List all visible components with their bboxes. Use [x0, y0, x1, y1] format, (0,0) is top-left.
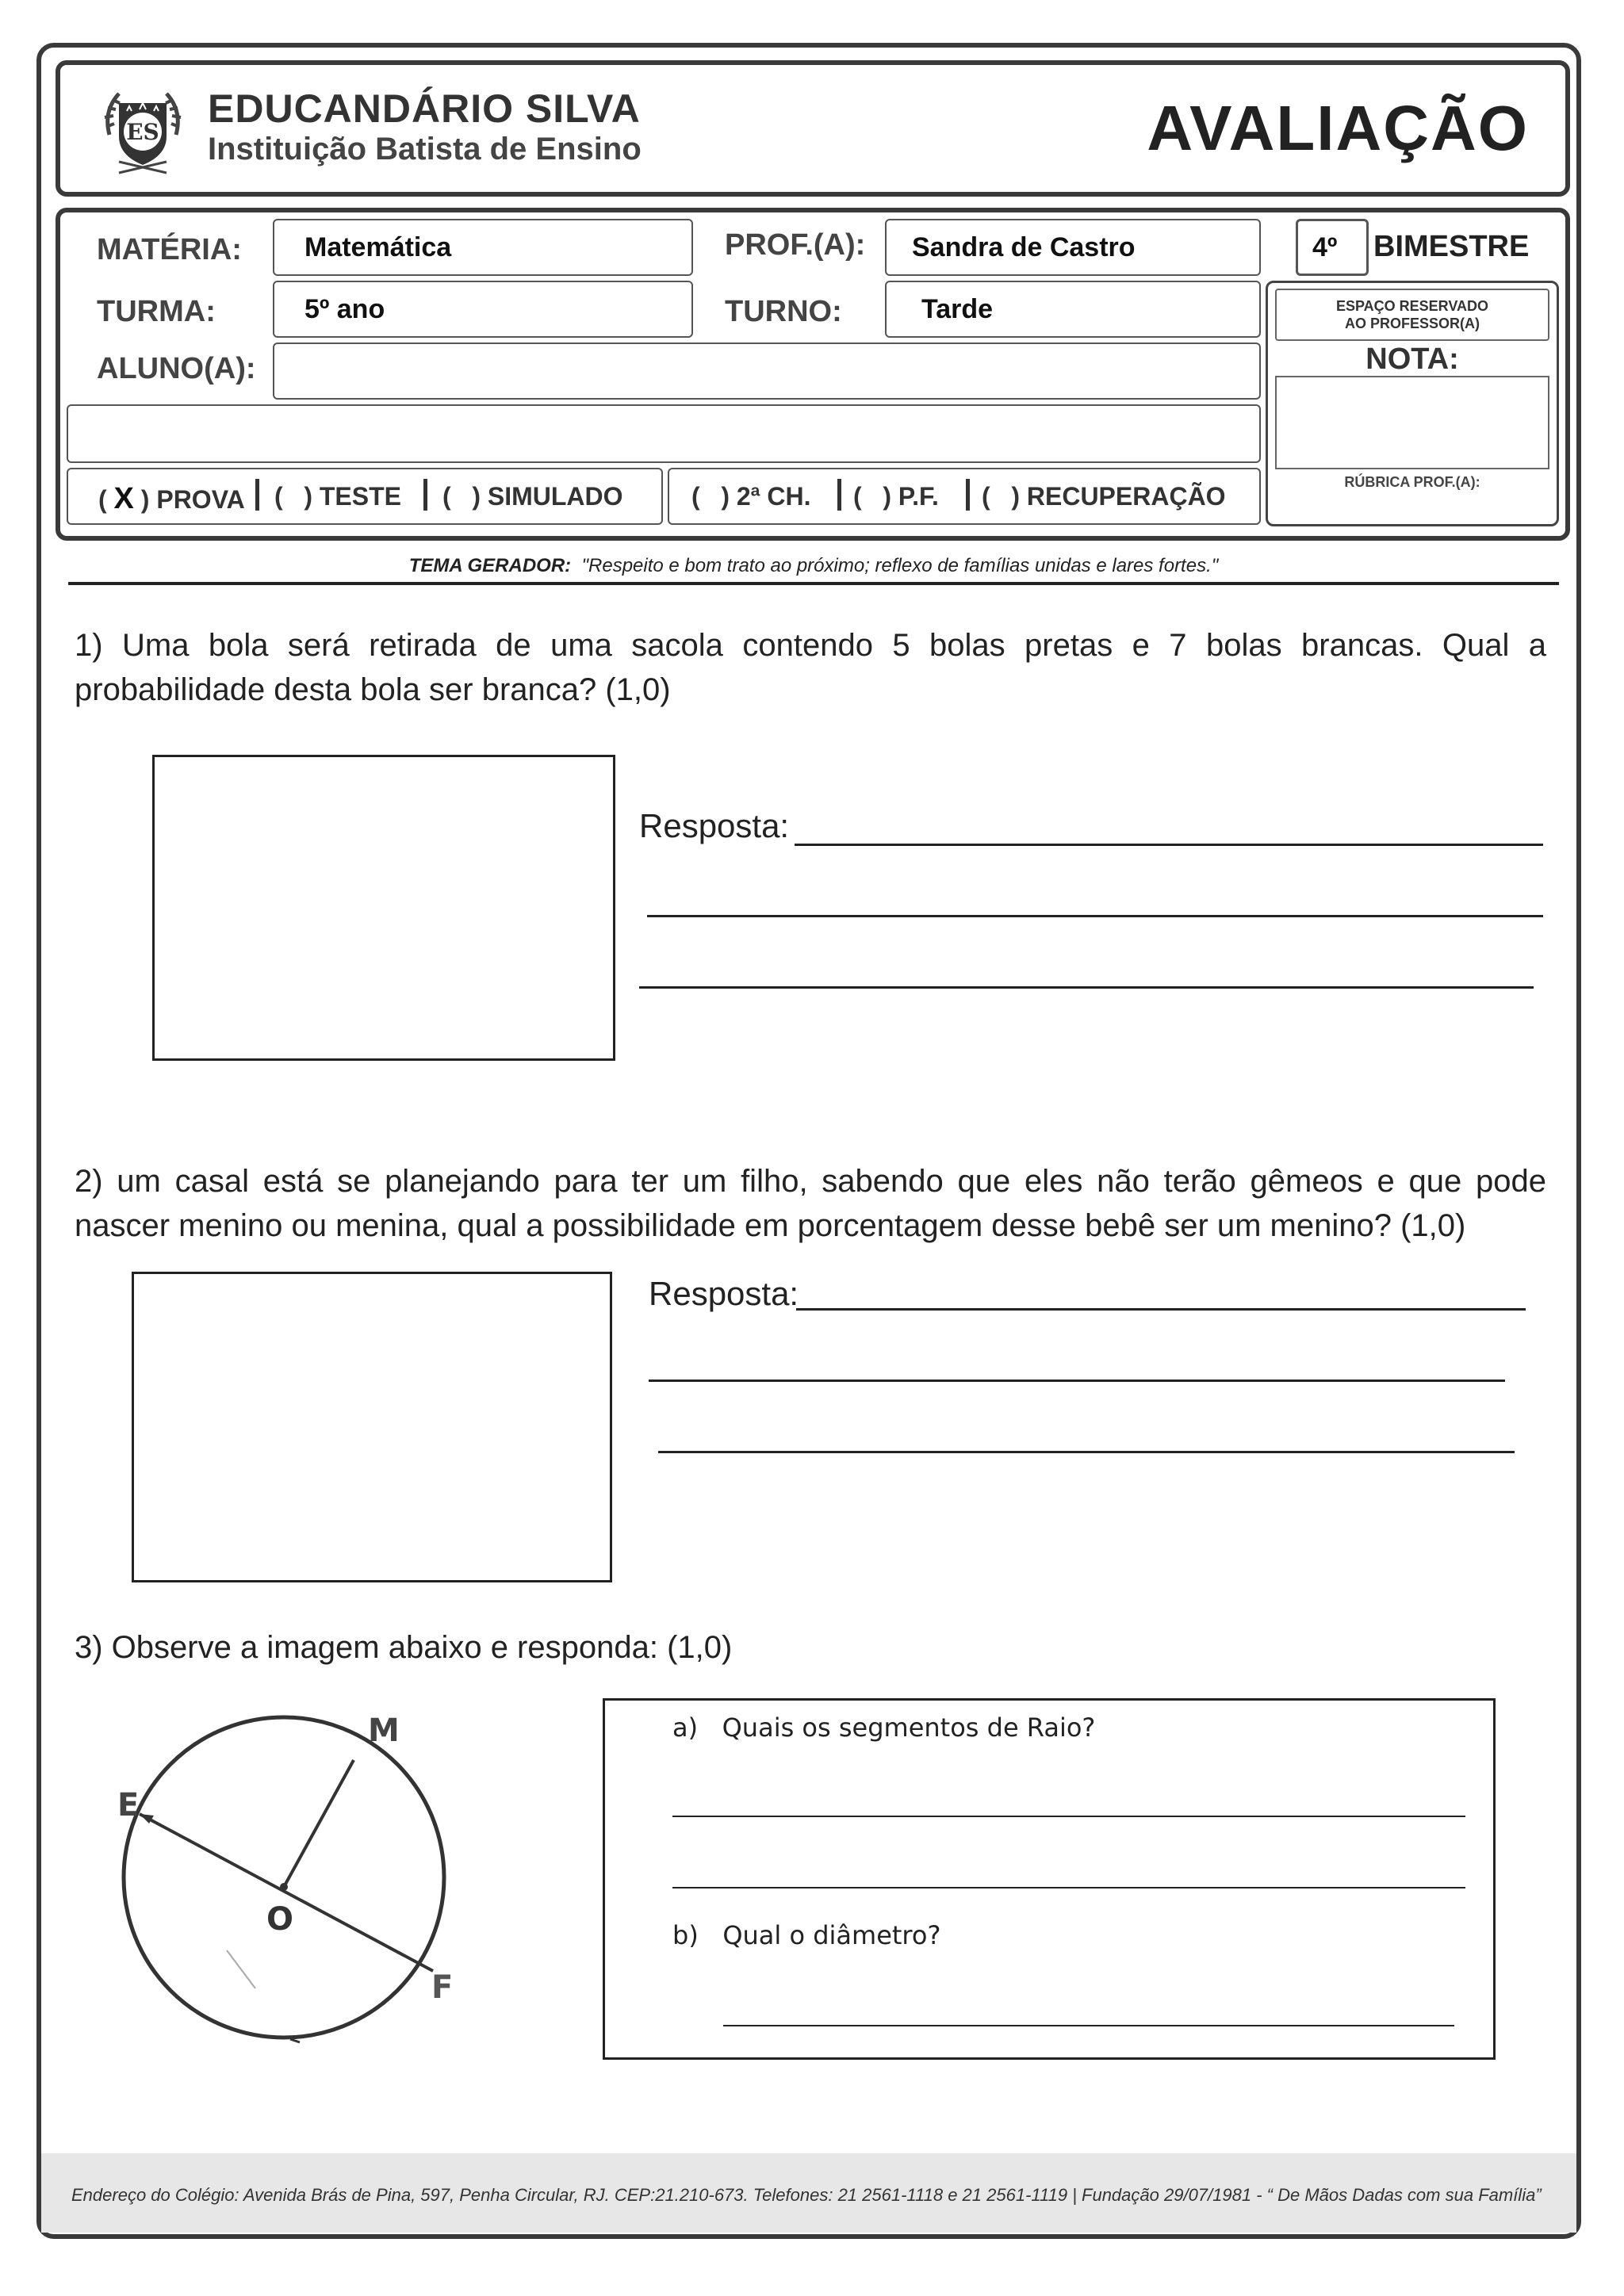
theme-label: TEMA GERADOR: [408, 555, 572, 576]
separator [255, 479, 259, 511]
option-teste[interactable]: ( ) TESTE [274, 482, 401, 511]
prof-field[interactable]: Sandra de Castro [885, 219, 1261, 276]
option-pf-label: P.F. [898, 482, 939, 511]
option-simulado-label: SIMULADO [487, 482, 623, 511]
bottom-tick [290, 2039, 300, 2042]
question-1-answer-line[interactable] [639, 986, 1534, 989]
prof-label: PROF.(A): [725, 228, 866, 262]
prova-mark: X [113, 482, 134, 515]
separator [423, 479, 427, 511]
question-2-answer-label: Resposta: [649, 1275, 799, 1312]
reserved-label-box [1275, 289, 1549, 341]
question-2-answer-line[interactable] [796, 1308, 1526, 1311]
question-2-answer-line[interactable] [649, 1380, 1505, 1382]
option-prova-label: PROVA [156, 485, 245, 514]
option-recuperacao[interactable]: ( ) RECUPERAÇÃO [982, 482, 1226, 511]
turma-field[interactable]: 5º ano [273, 281, 693, 338]
circle-diagram [103, 1697, 468, 2093]
question-2-text: 2) um casal está se planejando para ter um filho, sabendo que eles não terão gêmeos e que pode nascer menino ou menina, qual a possibilidade em porcentagem desse bebê ser um menino? (1,0) [75, 1164, 1546, 1243]
question-1-text: 1) Uma bola será retirada de uma sacola contendo 5 bolas pretas e 7 bolas brancas. Qual a probabilidade desta bola ser branca? (1,0) [75, 628, 1546, 707]
question-1-answer-line[interactable] [647, 915, 1543, 917]
question-3a-answer-line[interactable] [672, 1887, 1465, 1888]
option-teste-label: TESTE [319, 482, 401, 511]
option-simulado[interactable]: ( ) SIMULADO [442, 482, 623, 511]
question-3b-text: b) Qual o diâmetro? [672, 1920, 941, 1950]
materia-label: MATÉRIA: [97, 233, 242, 266]
theme-text: "Respeito e bom trato ao próximo; reflexo de famílias unidas e lares fortes." [581, 555, 1219, 576]
label-o: O [266, 1901, 294, 1938]
school-name: EDUCANDÁRIO SILVA [208, 86, 641, 131]
question-3-text: 3) Observe a imagem abaixo e responda: (1,0) [75, 1630, 733, 1665]
diameter-segment-ef [140, 1814, 433, 1971]
nota-label: NOTA: [1365, 342, 1459, 376]
separator [966, 479, 970, 511]
label-f: F [431, 1969, 454, 2006]
svg-text:ES: ES [126, 119, 159, 145]
option-pf[interactable]: ( ) P.F. [853, 482, 939, 511]
center-point-o [280, 1883, 288, 1891]
materia-field[interactable]: Matemática [273, 219, 693, 276]
extra-field[interactable] [67, 404, 1261, 463]
reserved-line2: AO PROFESSOR(A) [1344, 316, 1480, 331]
option-recuperacao-label: RECUPERAÇÃO [1026, 482, 1226, 511]
school-logo [95, 79, 190, 178]
question-1-answer-line[interactable] [795, 844, 1543, 846]
turno-field[interactable]: Tarde [885, 281, 1261, 338]
option-segunda-chamada-label: 2ª CH. [736, 482, 811, 511]
circle-outline [124, 1717, 444, 2038]
option-segunda-chamada[interactable]: ( ) 2ª CH. [691, 482, 811, 511]
theme-line [68, 555, 1559, 577]
option-prova[interactable]: ( X ) PROVA [98, 482, 245, 515]
question-3a-answer-line[interactable] [672, 1816, 1465, 1817]
bimestre-number-field[interactable]: 4º [1296, 219, 1369, 276]
question-2-work-box[interactable] [132, 1272, 612, 1582]
separator [837, 479, 841, 511]
aluno-field[interactable] [273, 342, 1261, 400]
nota-field[interactable] [1275, 376, 1549, 469]
aluno-label: ALUNO(A): [97, 352, 256, 385]
footer-text: Endereço do Colégio: Avenida Brás de Pina, 597, Penha Circular, RJ. CEP:21.210-673. Telefones: 21 2561-1118 e 21 2561-1119 | Fundação 29/07/1981 - “ De Mãos Dadas com sua Família” [71, 2185, 1542, 2205]
rubrica-label: RÚBRICA PROF.(A): [1344, 474, 1480, 490]
label-m: M [368, 1712, 400, 1749]
reserved-line1: ESPAÇO RESERVADO [1335, 298, 1489, 314]
question-3a-text: a) Quais os segmentos de Raio? [672, 1712, 1096, 1743]
faint-mark [227, 1950, 255, 1988]
question-3b-answer-line[interactable] [723, 2025, 1454, 2026]
question-1-work-box[interactable] [152, 755, 615, 1061]
theme-divider [68, 582, 1559, 585]
question-1-answer-label: Resposta: [639, 807, 790, 844]
turno-label: TURNO: [725, 295, 842, 328]
question-3-answer-box [603, 1698, 1496, 2060]
page-title: AVALIAÇÃO [1147, 93, 1529, 163]
radius-segment-om [284, 1760, 354, 1887]
label-e: E [117, 1787, 140, 1823]
question-2-answer-line[interactable] [658, 1451, 1515, 1453]
school-subtitle: Instituição Batista de Ensino [208, 132, 642, 166]
bimestre-label: BIMESTRE [1373, 230, 1530, 263]
turma-label: TURMA: [97, 295, 216, 328]
